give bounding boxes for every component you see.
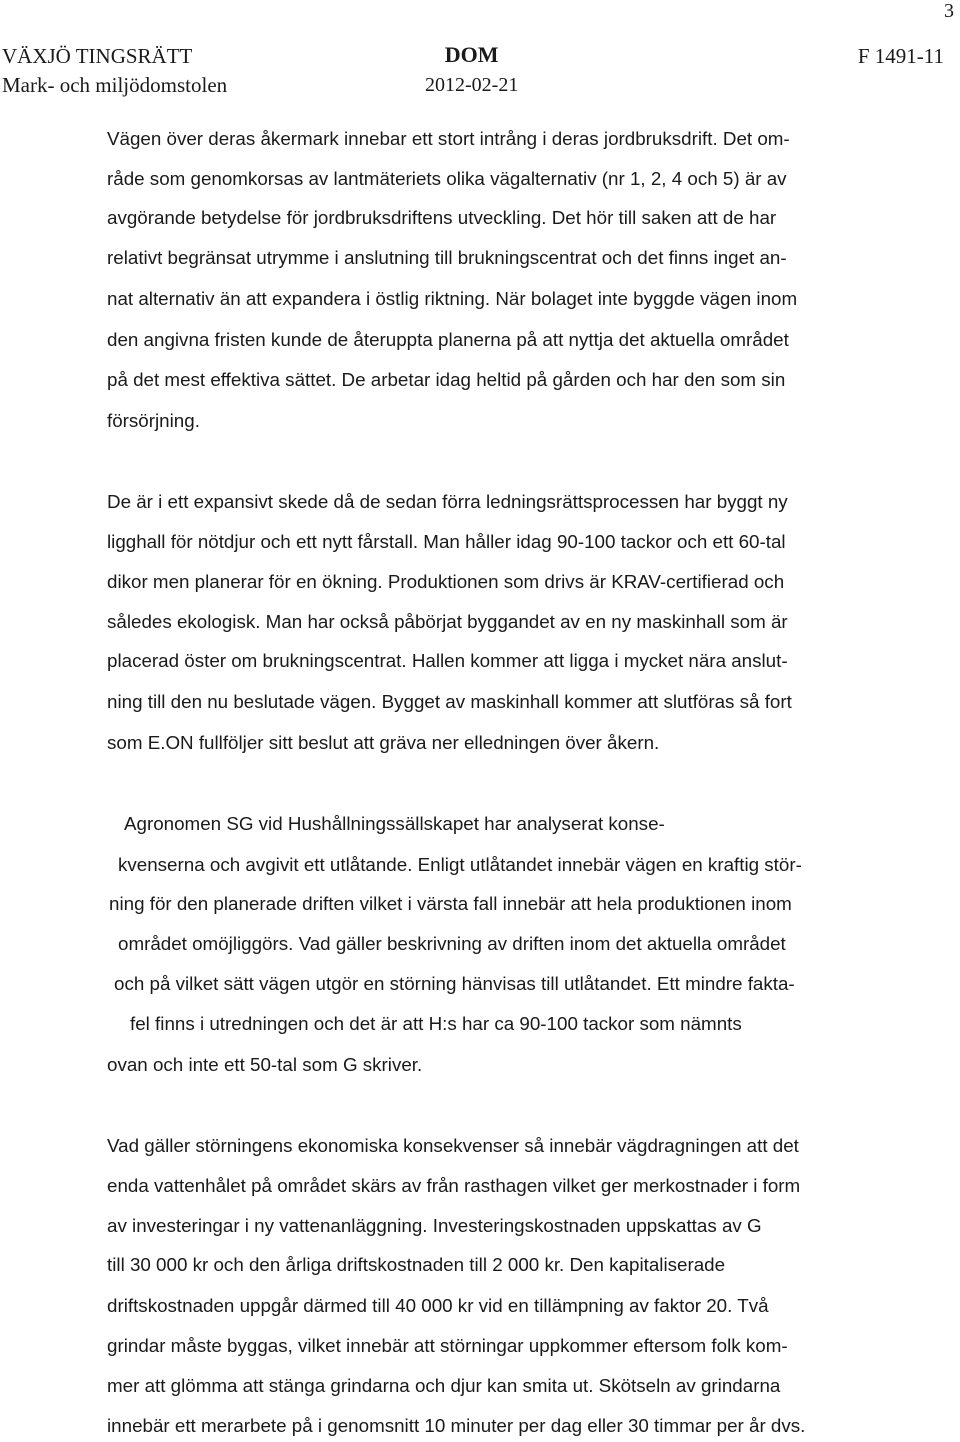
case-number: F 1491-11	[857, 44, 944, 68]
text-line: således ekologisk. Man har också påbörjat byggandet av en ny maskinhall som är	[107, 611, 788, 632]
text-line: enda vattenhålet på området skärs av från rasthagen vilket ger merkostnader i form	[107, 1175, 801, 1196]
document-type: DOM	[444, 42, 499, 67]
text-line: Vägen över deras åkermark innebar ett stort intrång i deras jordbruksdrift. Det om-	[107, 128, 790, 149]
text-line: nat alternativ än att expandera i östlig riktning. När bolaget inte byggde vägen inom	[107, 288, 798, 309]
text-line: Agronomen SG vid Hushållningssällskapet har analyserat konse-	[124, 813, 665, 834]
text-line: ligghall för nötdjur och ett nytt fårstall. Man håller idag 90-100 tackor och ett 60-tal	[107, 531, 786, 552]
document-type-block	[425, 40, 518, 100]
text-line: på det mest effektiva sättet. De arbetar idag heltid på gården och har den som sin	[107, 369, 786, 390]
text-line: den angivna fristen kunde de återuppta planerna på att nyttja det aktuella området	[107, 329, 789, 350]
document-date: 2012-02-21	[425, 74, 519, 96]
text-line: avgörande betydelse för jordbruksdriftens utveckling. Det hör till saken att de har	[107, 207, 777, 228]
text-line: driftskostnaden uppgår därmed till 40 000 kr vid en tillämpning av faktor 20. Två	[107, 1295, 769, 1316]
text-line: grindar måste byggas, vilket innebär att störningar uppkommer eftersom folk kom-	[107, 1335, 788, 1356]
text-line: innebär ett merarbete på i genomsnitt 10 minuter per dag eller 30 timmar per år dvs.	[107, 1415, 806, 1436]
page-number: 3	[944, 0, 954, 22]
court-name: VÄXJÖ TINGSRÄTT	[2, 44, 193, 68]
text-line: placerad öster om brukningscentrat. Hallen kommer att ligga i mycket nära anslut-	[107, 650, 788, 671]
text-line: ning till den nu beslutade vägen. Bygget av maskinhall kommer att slutföras så fort	[107, 691, 792, 712]
text-line: av investeringar i ny vattenanläggning. Investeringskostnaden uppskattas av G	[107, 1215, 762, 1236]
text-line: och på vilket sätt vägen utgör en störning hänvisas till utlåtandet. Ett mindre fakta-	[114, 973, 795, 994]
text-line: mer att glömma att stänga grindarna och djur kan smita ut. Skötseln av grindarna	[107, 1375, 781, 1396]
text-line: kvenserna och avgivit ett utlåtande. Enligt utlåtandet innebär vägen en kraftig stör-	[118, 854, 802, 875]
court-info	[2, 42, 227, 100]
text-line: ovan och inte ett 50-tal som G skriver.	[107, 1054, 423, 1075]
text-line: området omöjliggörs. Vad gäller beskrivning av driften inom det aktuella området	[118, 933, 786, 954]
text-line: ning för den planerade driften vilket i värsta fall innebär att hela produktionen inom	[109, 893, 792, 914]
text-line: till 30 000 kr och den årliga driftskostnaden till 2 000 kr. Den kapitaliserade	[107, 1254, 726, 1275]
text-line: De är i ett expansivt skede då de sedan förra ledningsrättsprocessen har byggt ny	[107, 491, 788, 512]
court-division: Mark- och miljödomstolen	[2, 73, 228, 97]
text-line: försörjning.	[107, 410, 200, 431]
text-line: råde som genomkorsas av lantmäteriets olika vägalternativ (nr 1, 2, 4 och 5) är av	[107, 168, 787, 189]
text-line: fel finns i utredningen och det är att H:s har ca 90-100 tackor som nämnts	[130, 1013, 742, 1034]
text-line: Vad gäller störningens ekonomiska konsekvenser så innebär vägdragningen att det	[107, 1135, 799, 1156]
text-line: relativt begränsat utrymme i anslutning till brukningscentrat och det finns inget an-	[107, 247, 787, 268]
text-line: som E.ON fullföljer sitt beslut att gräva ner elledningen över åkern.	[107, 732, 660, 753]
text-line: dikor men planerar för en ökning. Produktionen som drivs är KRAV-certifierad och	[107, 571, 785, 592]
